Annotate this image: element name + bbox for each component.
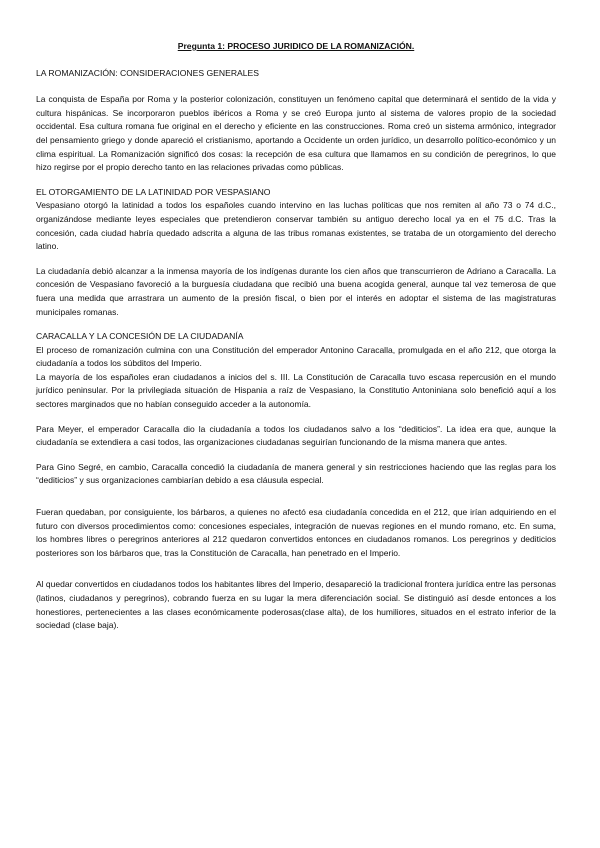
paragraph-latinidad-2: La ciudadanía debió alcanzar a la inmensa mayoría de los indígenas durante los cien años que transcurrieron de Adriano a Caracalla. La concesión de Vespasiano favoreció a la burguesía ciudadana que recibió una buena acogida general, aunque tal vez temerosa de que fuera una medida que arrastrara un aumento de la presión fiscal, o bien por el interés en adoptar el sistema de las magistraturas municipales romanas.	[36, 265, 556, 317]
section-heading-latinidad: EL OTORGAMIENTO DE LA LATINIDAD POR VESPASIANO	[36, 186, 271, 197]
section-heading-romanizacion: LA ROMANIZACIÓN: CONSIDERACIONES GENERALES	[36, 67, 260, 78]
document-title: Pregunta 1: PROCESO JURIDICO DE LA ROMANIZACIÓN.	[177, 41, 415, 51]
paragraph-romanizacion-1: La conquista de España por Roma y la posterior colonización, constituyen un fenómeno capital que determinará el sentido de la vida y cultura hispánicas. Se incorporaron pueblos ibéricos a Roma y se creó Europa junto al sistema de valores propio de la sociedad occidental. Esa cultura romana fue original en el derecho y eficiente en las construcciones. Roma creó un sistema armónico, integrador del pensamiento griego y donde apareció el cristianismo, aportando a Occidente un orden jurídico, un desarrollo político-económico y un clima espiritual. La Romanización significó dos cosas: la recepción de esa cultura que llamamos en su condición de peregrinos, lo que hizo regirse por el propio derecho tanto en las relaciones privadas como públicas.	[36, 94, 556, 173]
paragraph-caracalla-2: La mayoría de los españoles eran ciudadanos a inicios del s. III. La Constitución de Caracalla tuvo escasa repercusión en el mundo jurídico peninsular. Por la privilegiada situación de Hispania a raíz de Vespasiano, la Constitutio Antoniniana solo benefició aquí a los sectores marginados que no habían conseguido acceder a la autonomía.	[36, 371, 556, 410]
paragraph-caracalla-1: El proceso de romanización culmina con una Constitución del emperador Antonino Caracalla, promulgada en el año 212, que otorga la ciudadanía a todos los súbditos del Imperio.	[36, 344, 556, 369]
paragraph-caracalla-frontera: Al quedar convertidos en ciudadanos todos los habitantes libres del Imperio, desapareció la tradicional frontera jurídica entre las personas (latinos, ciudadanos y peregrinos), cobrando fuerza en su lugar la mera diferenciación social. Se distinguió así desde entonces a los honestiores, pertenecientes a las clases económicamente poderosas(clase alta), de los humiliores, situados en el estrato inferior de la sociedad (clase baja).	[36, 579, 556, 631]
paragraph-latinidad-1: Vespasiano otorgó la latinidad a todos los españoles cuando intervino en las luchas políticas que nos remiten al año 73 o 74 d.C., organizándose mediante leyes especiales que pretendieron conservar también su antiguo derecho local ya en el 75 d.C. Tras la concesión, cada ciudad habría quedado adscrita a alguna de las tribus romanas existentes, se trataba de un otorgamiento del derecho latino.	[36, 200, 556, 252]
paragraph-caracalla-meyer: Para Meyer, el emperador Caracalla dio la ciudadanía a todos los ciudadanos salvo a los “dediticios”. La idea era que, aunque la ciudadanía se extendiera a casi todos, las organizaciones ciudadanas seguirían funcionando de la misma manera que antes.	[36, 423, 556, 448]
paragraph-caracalla-barbaros: Fueran quedaban, por consiguiente, los bárbaros, a quienes no afectó esa ciudadanía concedida en el 212, que irían adquiriendo en el futuro con diversos procedimientos como: concesiones especiales, integración de nuevas regiones en el mundo romano, etc. En suma, los hombres libres o peregrinos anteriores al 212 quedaron convertidos entonces en ciudadanos romanos. Los peregrinos y dediticios posteriores son los bárbaros que, tras la Constitución de Caracalla, han penetrado en el Imperio.	[36, 507, 556, 558]
paragraph-caracalla-segre: Para Gino Segré, en cambio, Caracalla concedió la ciudadanía de manera general y sin restricciones haciendo que las reglas para los “dediticios” y sus organizaciones cambiarían debido a esa cláusula especial.	[36, 461, 556, 486]
section-heading-caracalla: CARACALLA Y LA CONCESIÓN DE LA CIUDADANÍA	[36, 331, 244, 342]
